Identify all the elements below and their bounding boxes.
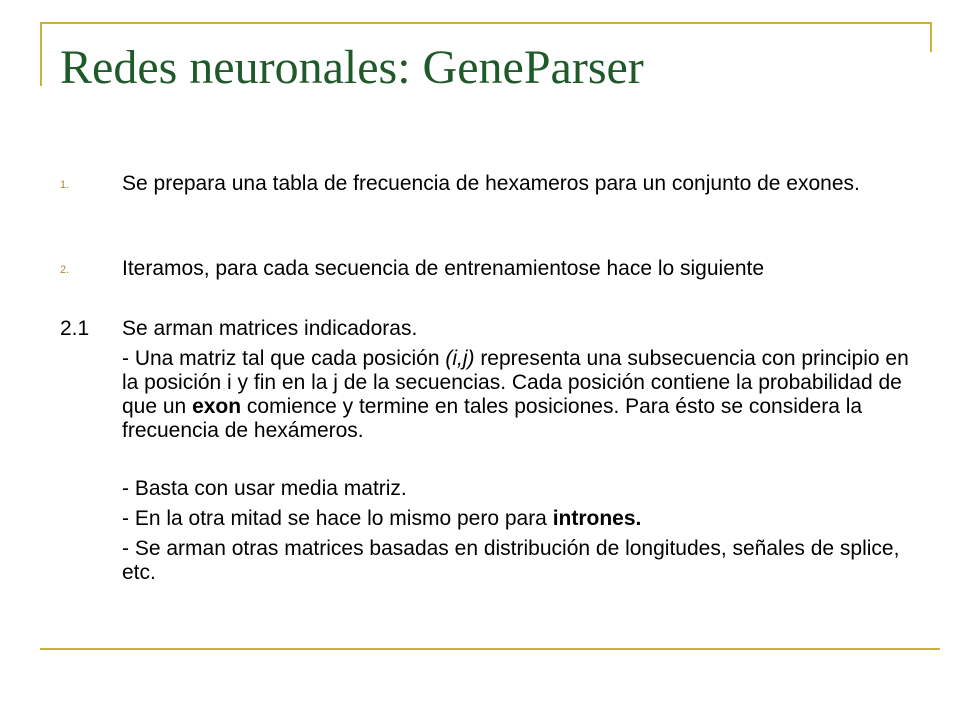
- list-item-number: 2.: [60, 264, 70, 276]
- sub-bullet: - En la otra mitad se hace lo mismo pero para intrones.: [122, 507, 642, 530]
- slide-title: Redes neuronales: GeneParser: [60, 41, 644, 94]
- sub-bullet: - Se arman otras matrices basadas en distribución de longitudes, señales de splice, etc.: [122, 537, 900, 584]
- list-item-number: 1.: [60, 179, 70, 191]
- sub-item-heading: Se arman matrices indicadoras.: [122, 317, 418, 340]
- sub-bullet: - Basta con usar media matriz.: [122, 477, 407, 500]
- exon-term: exon: [192, 395, 242, 418]
- sub-bullet: - Una matriz tal que cada posición (i,j) representa una subsecuencia con principio en la posición i y fin en la j de la secuencias. Cada posición contiene la probabilidad de que un exon comience y termine en tales posiciones. Para ésto se considera la frecuencia de hexámeros.: [122, 347, 909, 442]
- list-item-text: Se prepara una tabla de frecuencia de hexameros para un conjunto de exones.: [122, 172, 860, 195]
- sub-item-number: 2.1: [60, 317, 90, 340]
- index-notation: (i,j): [445, 347, 475, 370]
- intrones-term: intrones.: [552, 507, 642, 530]
- list-item-text: Iteramos, para cada secuencia de entrenamientose hace lo siguiente: [122, 257, 765, 280]
